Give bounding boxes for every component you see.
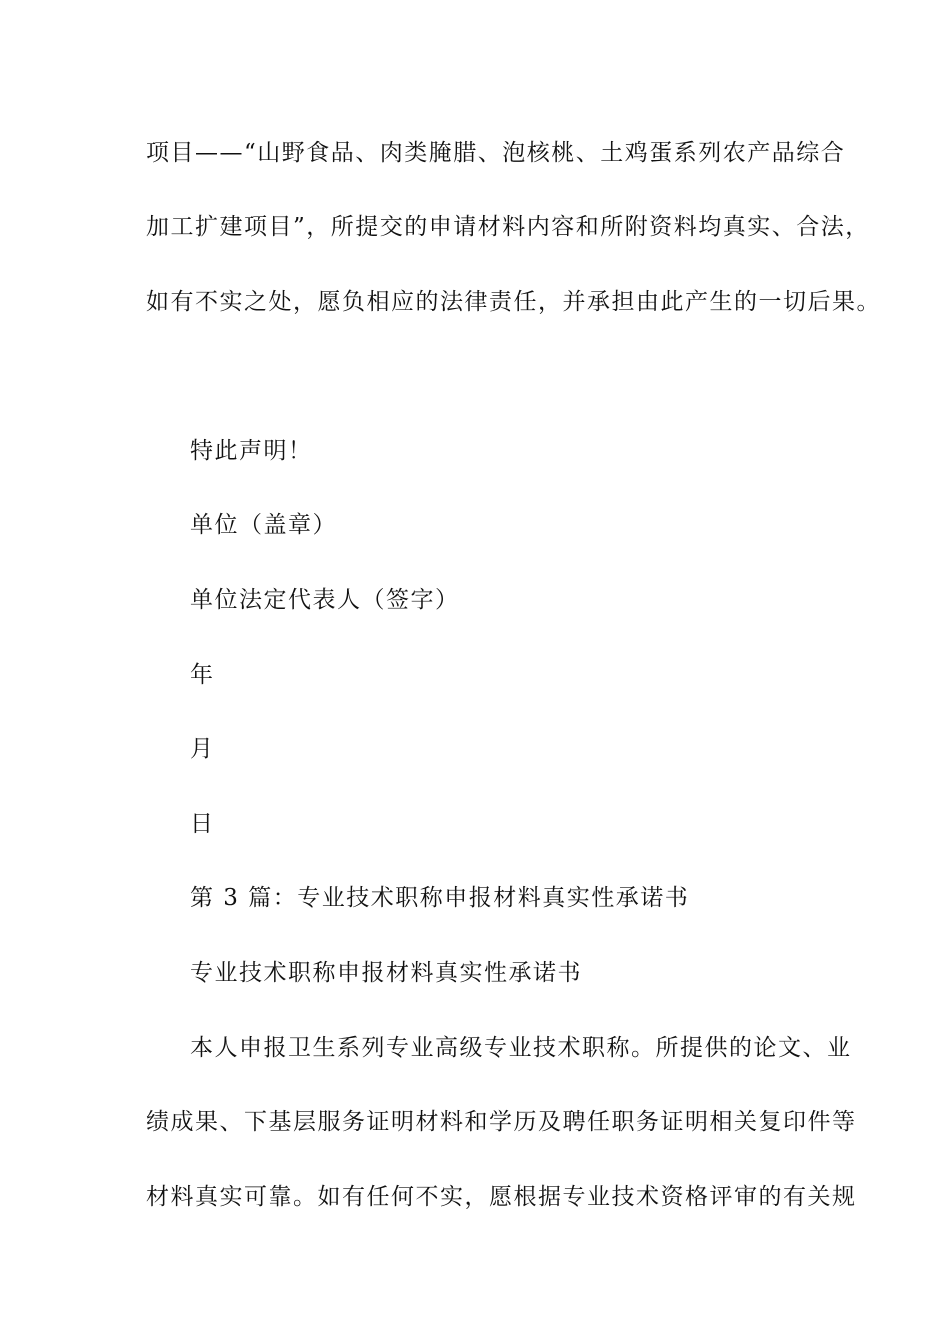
declaration-text: 特此声明！	[190, 438, 313, 464]
paragraph-1-line-2: 加工扩建项目”，所提交的申请材料内容和所附资料均真实、合法，	[146, 214, 870, 240]
paragraph-1-line-3: 如有不实之处，愿负相应的法律责任，并承担由此产生的一切后果。	[146, 289, 881, 315]
paragraph-2-line-2: 绩成果、下基层服务证明材料和学历及聘任职务证明相关复印件等	[146, 1109, 857, 1135]
date-year-label: 年	[190, 662, 215, 688]
paragraph-1-line-1: 项目——“山野食品、肉类腌腊、泡核桃、土鸡蛋系列农产品综合	[146, 140, 846, 166]
section-title: 专业技术职称申报材料真实性承诺书	[190, 960, 582, 986]
paragraph-2-line-1: 本人申报卫生系列专业高级专业技术职称。所提供的论文、业	[190, 1035, 852, 1061]
paragraph-2-line-3: 材料真实可靠。如有任何不实，愿根据专业技术资格评审的有关规	[146, 1184, 857, 1210]
unit-seal-label: 单位（盖章）	[190, 512, 337, 538]
section-heading: 第 3 篇：专业技术职称申报材料真实性承诺书	[190, 885, 690, 911]
date-day-label: 日	[190, 811, 215, 837]
date-month-label: 月	[190, 736, 215, 762]
legal-representative-signature-label: 单位法定代表人（签字）	[190, 587, 460, 613]
